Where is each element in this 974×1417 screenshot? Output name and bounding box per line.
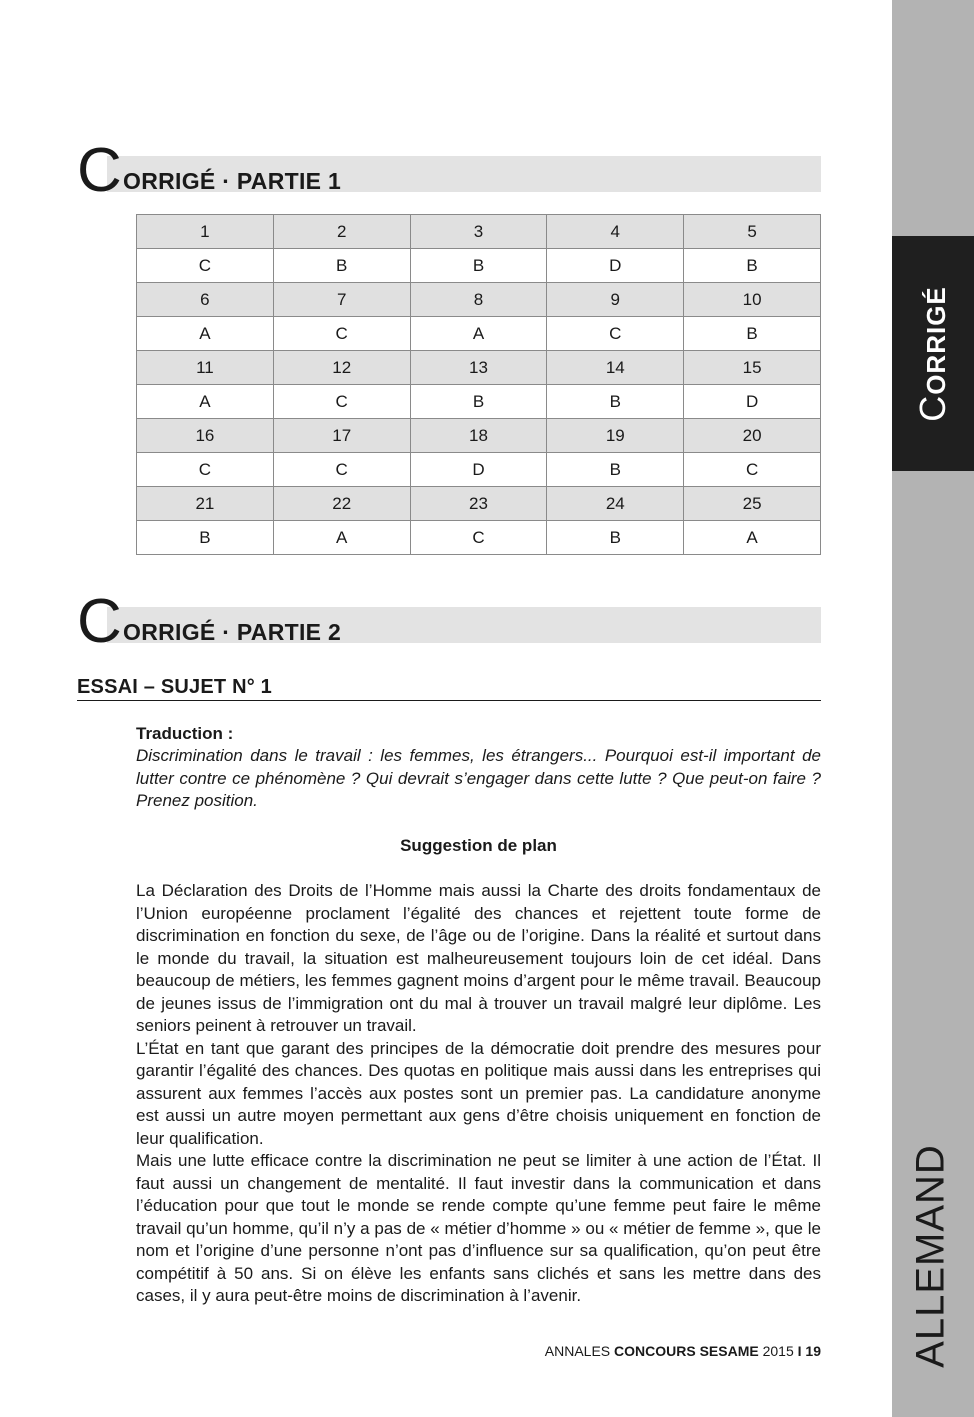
answer-row: [137, 317, 821, 351]
footer-prefix: ANNALES: [544, 1343, 615, 1359]
question-number-cell: 3: [410, 215, 547, 249]
answer-cell: C: [273, 317, 410, 351]
part1-heading: [77, 136, 821, 208]
question-number-cell: 13: [410, 351, 547, 385]
plan-paragraph: Mais une lutte efficace contre la discrimination ne peut se limiter à une action de l’État. Il faut aussi un changement de mentalité. Il faut investir dans la communication et dans l’éducation pour que tout le monde se rende compte qu’une femme peut faire le même travail qu’un homme, qu’il n’y a pas de « métier d’homme » ou « métier de femme », que le nom et l’origine d’une personne n’ont pas d’influence sur sa qualification, qu’on peut être compétitif à 50 ans. Si on élève les enfants sans clichés et sans les mettre dans des cases, il y aura peut-être moins de discrimination à l’avenir.: [136, 1151, 821, 1305]
question-number-cell: 23: [410, 487, 547, 521]
answer-cell: B: [547, 453, 684, 487]
question-number-cell: 19: [547, 419, 684, 453]
answer-cell: A: [684, 521, 821, 555]
answer-cell: B: [273, 249, 410, 283]
answers-table: [136, 214, 821, 555]
answer-cell: B: [684, 249, 821, 283]
question-number-cell: 1: [137, 215, 274, 249]
plan-paragraph: La Déclaration des Droits de l’Homme mais aussi la Charte des droits fondamentaux de l’Union européenne proclament l’égalité des chances et rejettent toute forme de discrimination en fonction du sexe, de l’âge ou de l’origine. Dans la réalité et surtout dans le monde du travail, la situation est malheureusement toujours loin de cet idéal. Dans beaucoup de métiers, les femmes gagnent moins d’argent pour le même travail. Beaucoup de jeunes issus de l’immigration ont du mal à trouver un travail malgré leur diplôme. Les seniors peinent à retrouver un travail.: [136, 881, 821, 1035]
answer-cell: C: [684, 453, 821, 487]
answer-cell: C: [273, 453, 410, 487]
plan-title: Suggestion de plan: [400, 836, 557, 855]
answer-cell: B: [410, 249, 547, 283]
answer-cell: D: [410, 453, 547, 487]
question-number-row: [137, 215, 821, 249]
question-number-cell: 9: [547, 283, 684, 317]
question-number-cell: 24: [547, 487, 684, 521]
answer-cell: C: [137, 249, 274, 283]
question-number-row: [137, 283, 821, 317]
question-number-cell: 11: [137, 351, 274, 385]
answer-cell: A: [410, 317, 547, 351]
question-number-cell: 6: [137, 283, 274, 317]
heading-title: ORRIGÉ · PARTIE 2: [123, 619, 342, 645]
question-number-cell: 8: [410, 283, 547, 317]
translation-label: Traduction :: [136, 724, 234, 743]
question-number-cell: 25: [684, 487, 821, 521]
question-number-cell: 10: [684, 283, 821, 317]
answer-cell: B: [547, 385, 684, 419]
question-number-row: [137, 487, 821, 521]
plan-paragraph: L’État en tant que garant des principes de la démocratie doit prendre des mesures pour garantir l’égalité des chances. Des quotas en politique mais aussi dans les entreprises qui assurent aux femmes l’accès aux postes sont un premier pas. La candidature anonyme est aussi un autre moyen permettant aux gens d’être choisis uniquement en fonction de leur qualification.: [136, 1038, 821, 1148]
essai-heading: ESSAI – SUJET N° 1: [77, 676, 821, 701]
heading-initial: C: [77, 587, 122, 656]
answer-cell: A: [137, 317, 274, 351]
question-number-cell: 20: [684, 419, 821, 453]
sidebar-section-label: CORRIGÉ: [912, 286, 953, 422]
answer-cell: B: [547, 521, 684, 555]
question-number-cell: 7: [273, 283, 410, 317]
question-number-cell: 22: [273, 487, 410, 521]
question-number-cell: 2: [273, 215, 410, 249]
question-number-cell: 18: [410, 419, 547, 453]
answer-row: [137, 385, 821, 419]
question-number-cell: 17: [273, 419, 410, 453]
answer-cell: C: [547, 317, 684, 351]
answer-row: [137, 521, 821, 555]
answer-cell: A: [137, 385, 274, 419]
answer-row: [137, 453, 821, 487]
answer-cell: A: [273, 521, 410, 555]
heading-title: ORRIGÉ · PARTIE 1: [123, 168, 342, 194]
footer-year: 2015: [758, 1343, 798, 1359]
question-number-row: [137, 419, 821, 453]
answer-cell: D: [547, 249, 684, 283]
question-number-cell: 14: [547, 351, 684, 385]
question-number-cell: 21: [137, 487, 274, 521]
answer-cell: C: [410, 521, 547, 555]
question-number-cell: 16: [137, 419, 274, 453]
question-number-cell: 4: [547, 215, 684, 249]
answer-cell: C: [273, 385, 410, 419]
question-number-row: [137, 351, 821, 385]
answer-cell: C: [137, 453, 274, 487]
answer-cell: B: [137, 521, 274, 555]
page-footer: [545, 1343, 821, 1359]
question-number-cell: 12: [273, 351, 410, 385]
heading-initial: C: [77, 136, 122, 205]
answer-cell: D: [684, 385, 821, 419]
answer-cell: B: [684, 317, 821, 351]
plan-body: [136, 880, 821, 1308]
footer-brand: CONCOURS SESAME: [614, 1343, 759, 1359]
translation-text: Discrimination dans le travail : les femmes, les étrangers... Pourquoi est-il important de lutter contre ce phénomène ? Qui devrait s’engager dans cette lutte ? Que peut-on faire ? Prenez position.: [136, 746, 821, 810]
sidebar-subject-label: ALLEMAND: [908, 1144, 953, 1368]
answer-row: [137, 249, 821, 283]
answer-cell: B: [410, 385, 547, 419]
question-number-cell: 15: [684, 351, 821, 385]
part2-heading: [77, 587, 821, 659]
page-number: I 19: [797, 1343, 821, 1359]
question-number-cell: 5: [684, 215, 821, 249]
